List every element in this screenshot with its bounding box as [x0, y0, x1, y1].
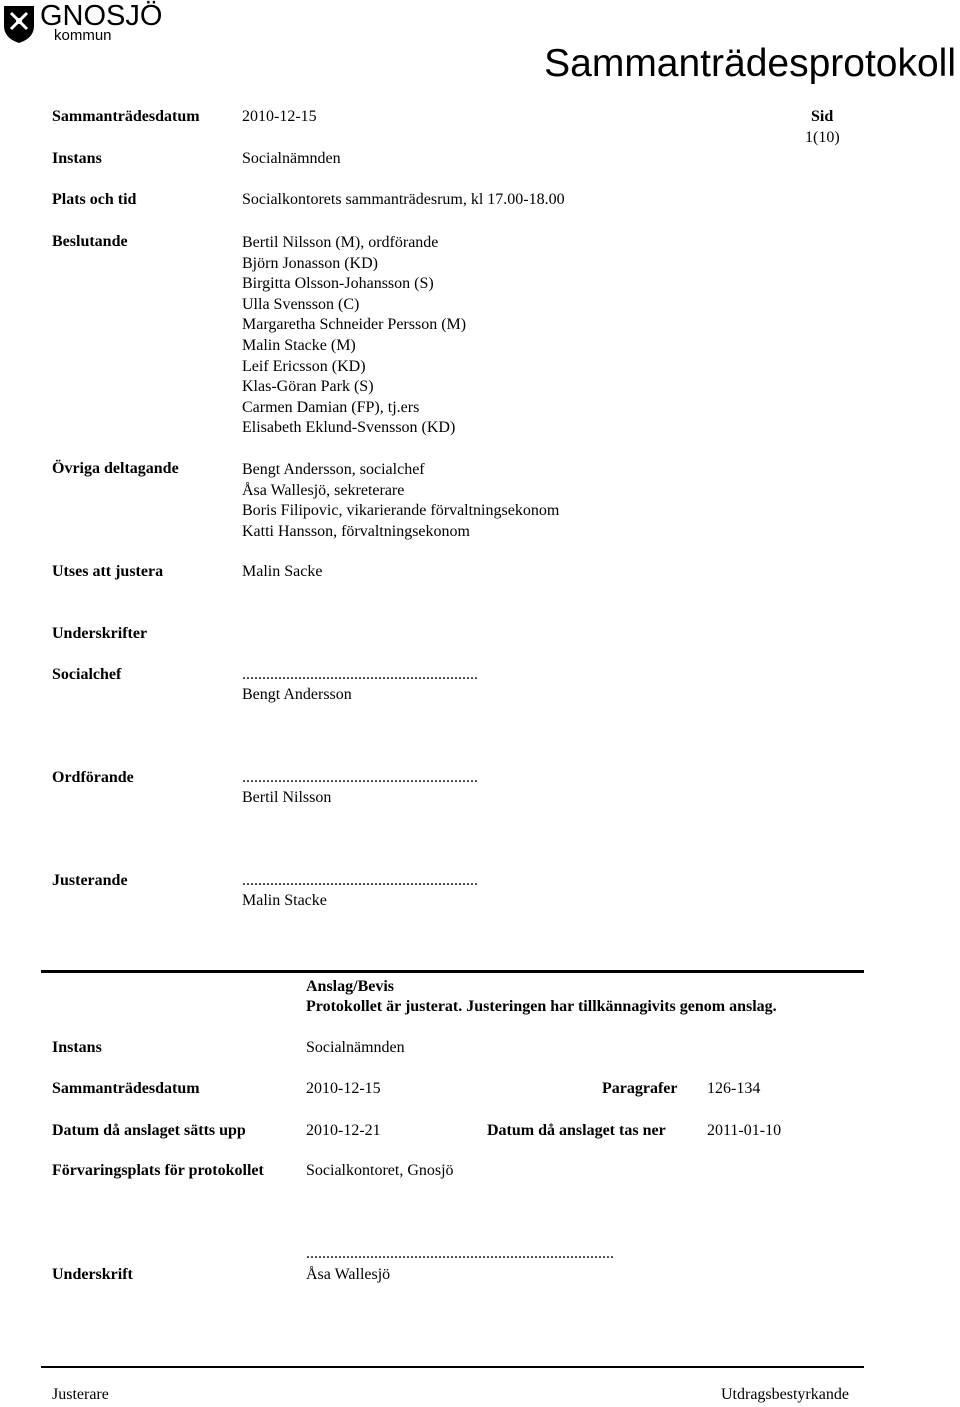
- date-label: Sammanträdesdatum: [52, 108, 200, 125]
- instans-label: Instans: [52, 150, 102, 167]
- municipality-logo: [2, 0, 163, 44]
- sid-label: Sid: [811, 108, 834, 125]
- coat-of-arms-icon: [2, 4, 36, 44]
- signature-name: Bengt Andersson: [242, 686, 352, 703]
- list-item: Carmen Damian (FP), tj.ers: [242, 398, 420, 416]
- anslag-instans-label: Instans: [52, 1039, 102, 1056]
- ovriga-list: [242, 460, 559, 542]
- logo-subtitle: kommun: [54, 27, 112, 44]
- justera-value: Malin Sacke: [242, 563, 323, 580]
- ovriga-label: Övriga deltagande: [52, 460, 179, 477]
- signature-line: ...........................................................: [242, 666, 478, 683]
- list-item: Malin Stacke (M): [242, 336, 356, 354]
- signatures-heading: Underskrifter: [52, 625, 148, 642]
- sid-value: 1(10): [805, 129, 840, 146]
- anslag-instans-value: Socialnämnden: [306, 1039, 405, 1056]
- beslutande-label: Beslutande: [52, 233, 128, 250]
- list-item: Klas-Göran Park (S): [242, 378, 374, 396]
- removed-date-label: Datum då anslaget tas ner: [487, 1122, 666, 1139]
- anslag-signature-name: Åsa Wallesjö: [306, 1266, 391, 1283]
- list-item: Elisabeth Eklund-Svensson (KD): [242, 419, 456, 437]
- anslag-date-value: 2010-12-15: [306, 1080, 381, 1097]
- removed-date-value: 2011-01-10: [707, 1122, 782, 1139]
- footer-left: Justerare: [52, 1386, 109, 1403]
- paragrafer-label: Paragrafer: [602, 1080, 678, 1097]
- list-item: Björn Jonasson (KD): [242, 254, 378, 272]
- signature-name: Malin Stacke: [242, 892, 327, 909]
- list-item: Bertil Nilsson (M), ordförande: [242, 234, 439, 251]
- anslag-divider: [41, 970, 864, 973]
- list-item: Boris Filipovic, vikarierande förvaltningsekonom: [242, 502, 560, 520]
- list-item: Åsa Wallesjö, sekreterare: [242, 481, 405, 499]
- signature-name: Bertil Nilsson: [242, 789, 332, 806]
- date-value: 2010-12-15: [242, 108, 317, 125]
- anslag-signature-label: Underskrift: [52, 1266, 133, 1283]
- signature-role: Justerande: [52, 872, 128, 889]
- instans-value: Socialnämnden: [242, 150, 341, 167]
- place-value: Socialkontorets sammanträdesrum, kl 17.00-18.00: [242, 191, 565, 208]
- posted-date-value: 2010-12-21: [306, 1122, 381, 1139]
- storage-label: Förvaringsplats för protokollet: [52, 1162, 264, 1179]
- footer-divider: [41, 1366, 864, 1368]
- anslag-signature-line: .............................................................................: [306, 1245, 614, 1262]
- footer-right: Utdragsbestyrkande: [721, 1386, 849, 1403]
- justera-label: Utses att justera: [52, 563, 164, 580]
- signature-role: Ordförande: [52, 769, 134, 786]
- anslag-date-label: Sammanträdesdatum: [52, 1080, 200, 1097]
- list-item: Birgitta Olsson-Johansson (S): [242, 275, 434, 293]
- paragrafer-value: 126-134: [707, 1080, 761, 1097]
- signature-line: ...........................................................: [242, 769, 478, 786]
- list-item: Margaretha Schneider Persson (M): [242, 316, 467, 334]
- beslutande-list: [242, 233, 466, 439]
- signature-line: ...........................................................: [242, 872, 478, 889]
- list-item: Bengt Andersson, socialchef: [242, 461, 425, 478]
- place-label: Plats och tid: [52, 191, 137, 208]
- list-item: Leif Ericsson (KD): [242, 357, 366, 375]
- document-title: Sammanträdesprotokoll: [544, 42, 956, 85]
- signature-role: Socialchef: [52, 666, 122, 683]
- storage-value: Socialkontoret, Gnosjö: [306, 1162, 454, 1179]
- list-item: Katti Hansson, förvaltningsekonom: [242, 522, 470, 540]
- posted-date-label: Datum då anslaget sätts upp: [52, 1122, 246, 1139]
- anslag-title: Anslag/Bevis: [306, 978, 395, 995]
- logo-name: GNOSJÖ: [40, 0, 163, 32]
- anslag-statement: Protokollet är justerat. Justeringen har tillkännagivits genom anslag.: [306, 998, 777, 1015]
- list-item: Ulla Svensson (C): [242, 295, 360, 313]
